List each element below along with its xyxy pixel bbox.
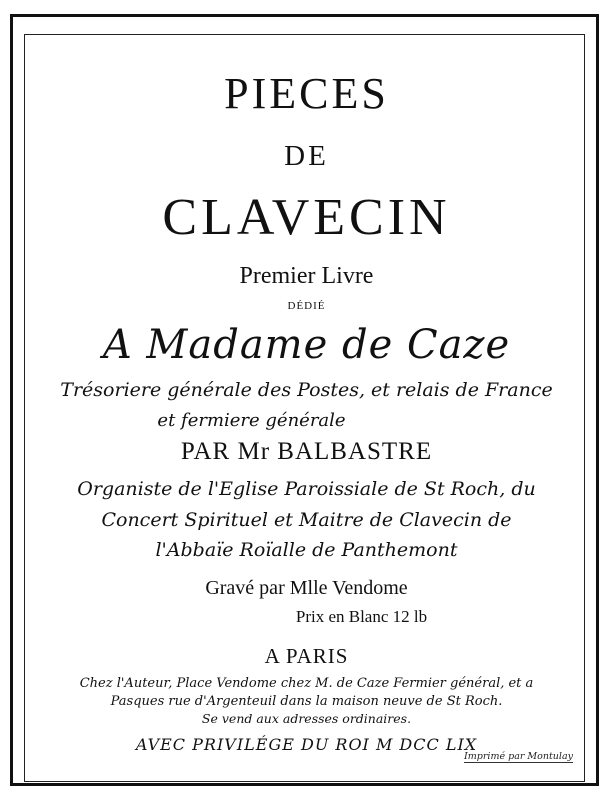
author-description-2: Concert Spirituel et Maitre de Clavecin de: [101, 509, 512, 531]
dedie-label: DÉDIÉ: [287, 300, 326, 312]
author-name: PAR Mr BALBASTRE: [180, 438, 433, 465]
place: A PARIS: [264, 644, 349, 668]
author-description-1: Organiste de l'Eglise Paroissiale de St Roch, du: [77, 478, 536, 500]
title-line-2: DE: [284, 140, 329, 172]
dedicatee-name: A Madame de Caze: [102, 322, 511, 368]
title-line-1: PIECES: [224, 69, 389, 118]
dedicatee-description-2: et fermiere générale: [157, 410, 346, 431]
subtitle: Premier Livre: [239, 263, 374, 289]
price: Prix en Blanc 12 lb: [295, 607, 428, 626]
engraver: Gravé par Mlle Vendome: [205, 577, 408, 599]
title-line-3: CLAVECIN: [162, 189, 451, 246]
imprint-credit: Imprimé par Montulay: [464, 751, 573, 762]
address-line-3: Se vend aux adresses ordinaires.: [201, 711, 412, 726]
address-line-2: Pasques rue d'Argenteuil dans la maison neuve de St Roch.: [110, 694, 503, 709]
address-line-1: Chez l'Auteur, Place Vendome chez M. de Caze Fermier général, et a: [79, 676, 534, 691]
dedicatee-description-1: Trésoriere générale des Postes, et relais de France: [60, 379, 553, 401]
privilege-line: AVEC PRIVILÉGE DU ROI M DCC LIX: [135, 735, 478, 754]
author-description-3: l'Abbaïe Roïalle de Panthemont: [155, 539, 458, 561]
